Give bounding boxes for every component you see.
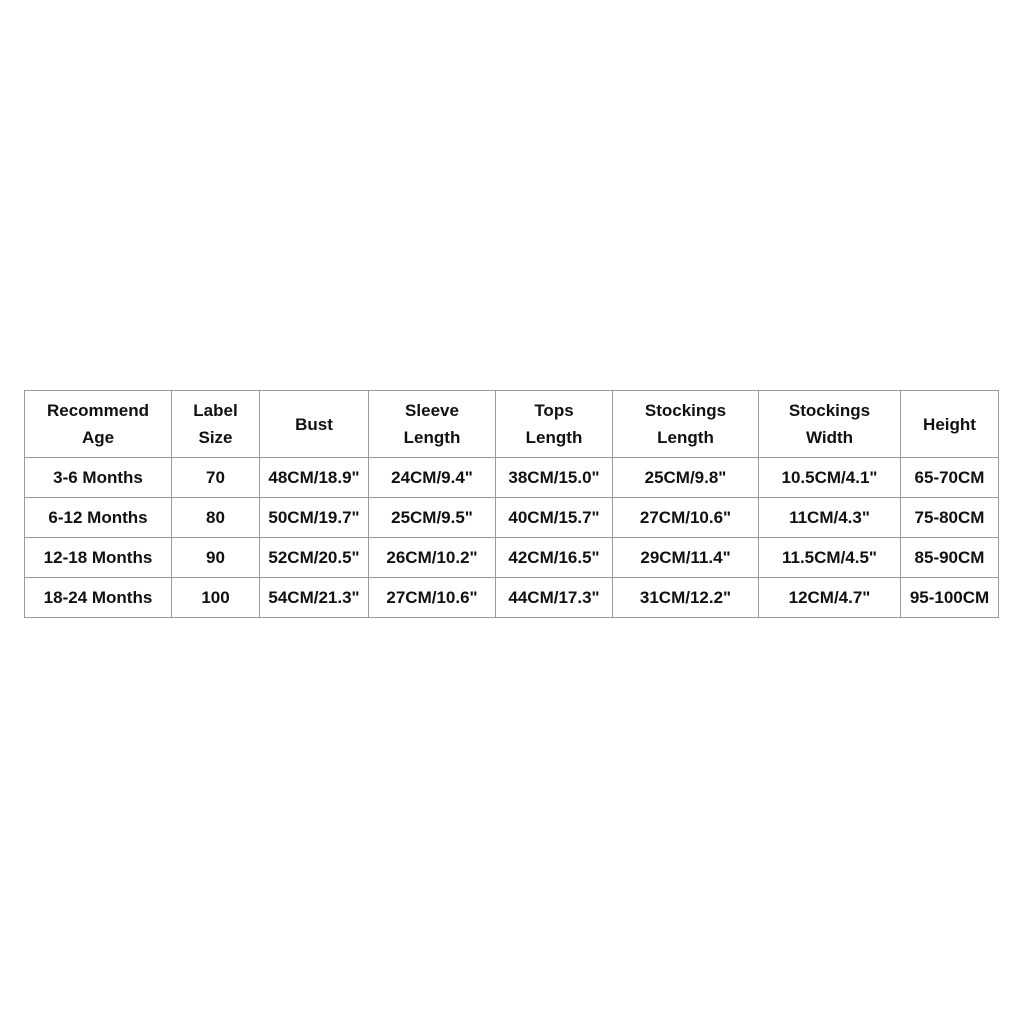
cell-sleeve-length: 24CM/9.4" (369, 458, 496, 498)
cell-age: 3-6 Months (25, 458, 172, 498)
cell-height: 95-100CM (901, 578, 999, 618)
header-line: Stockings (788, 401, 871, 420)
header-line: Tops (534, 401, 574, 420)
cell-bust: 52CM/20.5" (260, 538, 369, 578)
cell-height: 65-70CM (901, 458, 999, 498)
cell-label-size: 80 (172, 498, 260, 538)
header-line: Height (923, 414, 976, 434)
cell-stockings-length: 27CM/10.6" (613, 498, 759, 538)
size-chart-table (24, 390, 999, 618)
cell-stockings-length: 31CM/12.2" (613, 578, 759, 618)
cell-stockings-width: 10.5CM/4.1" (759, 458, 901, 498)
cell-tops-length: 42CM/16.5" (496, 538, 613, 578)
header-tops-length (496, 391, 613, 458)
cell-stockings-width: 11.5CM/4.5" (759, 538, 901, 578)
header-line: Stockings (644, 401, 727, 420)
header-line: Size (198, 428, 233, 447)
cell-tops-length: 44CM/17.3" (496, 578, 613, 618)
table-row (25, 578, 999, 618)
header-recommend-age (25, 391, 172, 458)
header-line: Length (657, 428, 714, 447)
header-stockings-width (759, 391, 901, 458)
cell-age: 12-18 Months (25, 538, 172, 578)
header-line: Bust (295, 414, 333, 434)
cell-sleeve-length: 26CM/10.2" (369, 538, 496, 578)
header-line: Length (403, 428, 461, 447)
cell-age: 6-12 Months (25, 498, 172, 538)
cell-stockings-width: 11CM/4.3" (759, 498, 901, 538)
header-row (25, 391, 999, 458)
cell-height: 85-90CM (901, 538, 999, 578)
cell-stockings-width: 12CM/4.7" (759, 578, 901, 618)
cell-bust: 50CM/19.7" (260, 498, 369, 538)
cell-stockings-length: 25CM/9.8" (613, 458, 759, 498)
header-line: Width (805, 428, 854, 447)
cell-bust: 48CM/18.9" (260, 458, 369, 498)
header-height (901, 391, 999, 458)
header-line: Recommend (46, 401, 150, 420)
cell-label-size: 100 (172, 578, 260, 618)
header-line: Sleeve (405, 401, 459, 420)
table-row (25, 458, 999, 498)
cell-label-size: 90 (172, 538, 260, 578)
cell-tops-length: 40CM/15.7" (496, 498, 613, 538)
cell-label-size: 70 (172, 458, 260, 498)
header-sleeve-length (369, 391, 496, 458)
cell-sleeve-length: 27CM/10.6" (369, 578, 496, 618)
header-line: Length (525, 428, 583, 447)
cell-tops-length: 38CM/15.0" (496, 458, 613, 498)
cell-height: 75-80CM (901, 498, 999, 538)
header-line: Label (193, 401, 238, 420)
cell-stockings-length: 29CM/11.4" (613, 538, 759, 578)
cell-sleeve-length: 25CM/9.5" (369, 498, 496, 538)
cell-age: 18-24 Months (25, 578, 172, 618)
header-bust (260, 391, 369, 458)
table-row (25, 498, 999, 538)
header-stockings-length (613, 391, 759, 458)
cell-bust: 54CM/21.3" (260, 578, 369, 618)
table-row (25, 538, 999, 578)
header-line: Age (81, 428, 115, 447)
header-label-size (172, 391, 260, 458)
